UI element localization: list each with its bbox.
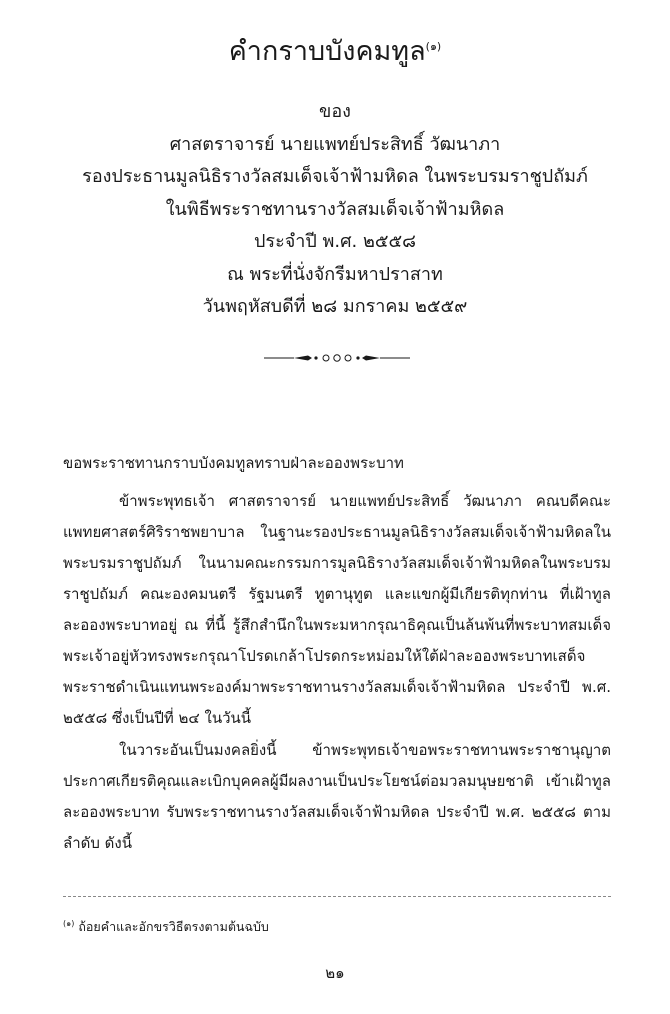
heading-line-venue: ณ พระที่นั่งจักรีมหาปราสาท [227,263,443,285]
footnote-divider [63,896,611,897]
ornamental-divider-icon [262,350,412,366]
heading-line-ceremony: ในพิธีพระราชทานรางวัลสมเด็จเจ้าฟ้ามหิดล [165,198,505,220]
page-number: ๒๑ [325,964,345,982]
paragraph-text: ข้าพระพุทธเจ้า ศาสตราจารย์ นายแพทย์ประสิทธิ์ วัฒนาภา คณบดีคณะแพทยศาสตร์ศิริราชพยาบาล ในฐานะรองประธานมูลนิธิรางวัลสมเด็จเจ้าฟ้ามหิดลในพระบรมราชูปถัมภ์ ในนามคณะกรรมการมูลนิธิรางวัลสมเด็จเจ้าฟ้ามหิดลในพระบรมราชูปถัมภ์ คณะองคมนตรี รัฐมนตรี ทูตานุทูต และแขกผู้มีเกียรติทุกท่าน ที่เฝ้าทูลละอองพระบาทอยู่ ณ ที่นี้ รู้สึกสำนึกในพระมหากรุณาธิคุณเป็นล้นพ้นที่พระบาทสมเด็จพระเจ้าอยู่หัวทรงพระกรุณาโปรดเกล้าโปรดกระหม่อมให้ใต้ฝ่าละอองพระบาทเสด็จพระราชดำเนินแทนพระองค์มาพระราชทานรางวัลสมเด็จเจ้าฟ้ามหิดล ประจำปี พ.ศ. ๒๕๕๘ ซึ่งเป็นปีที่ ๒๔ ในวันนี้ [63,492,611,727]
paragraph-text: ในวาระอันเป็นมงคลยิ่งนี้ ข้าพระพุทธเจ้าขอพระราชทานพระราชานุญาตประกาศเกียรติคุณและเบิกบุคคลผู้มีผลงานเป็นประโยชน์ต่อมวลมนุษยชาติ เข้าเฝ้าทูลละอองพระบาท รับพระราชทานรางวัลสมเด็จเจ้าฟ้ามหิดล ประจำปี พ.ศ. ๒๕๕๘ ตามลำดับ ดังนี้ [63,741,611,852]
body-paragraph-1 [63,486,611,734]
heading-line-speaker: ศาสตราจารย์ นายแพทย์ประสิทธิ์ วัฒนาภา [169,133,501,155]
page-title [0,32,670,72]
salutation: ขอพระราชทานกราบบังคมทูลทราบฝ่าละอองพระบาท [63,454,404,472]
heading-line-of: ของ [319,101,351,122]
heading-line-year: ประจำปี พ.ศ. ๒๕๕๘ [253,231,417,252]
footnote-mark: (๑) [63,918,75,928]
footnote [63,918,611,936]
heading-block [0,96,670,324]
footnote-text: ถ้อยคำและอักขรวิธีตรงตามต้นฉบับ [78,919,269,934]
title-text: คำกราบบังคมทูล [228,36,426,67]
heading-line-date: วันพฤหัสบดีที่ ๒๘ มกราคม ๒๕๕๙ [202,296,468,317]
body-paragraph-2 [63,735,611,859]
heading-line-position: รองประธานมูลนิธิรางวัลสมเด็จเจ้าฟ้ามหิดล ในพระบรมราชูปถัมภ์ [82,166,588,187]
title-footnote-mark: (๑) [425,40,442,53]
